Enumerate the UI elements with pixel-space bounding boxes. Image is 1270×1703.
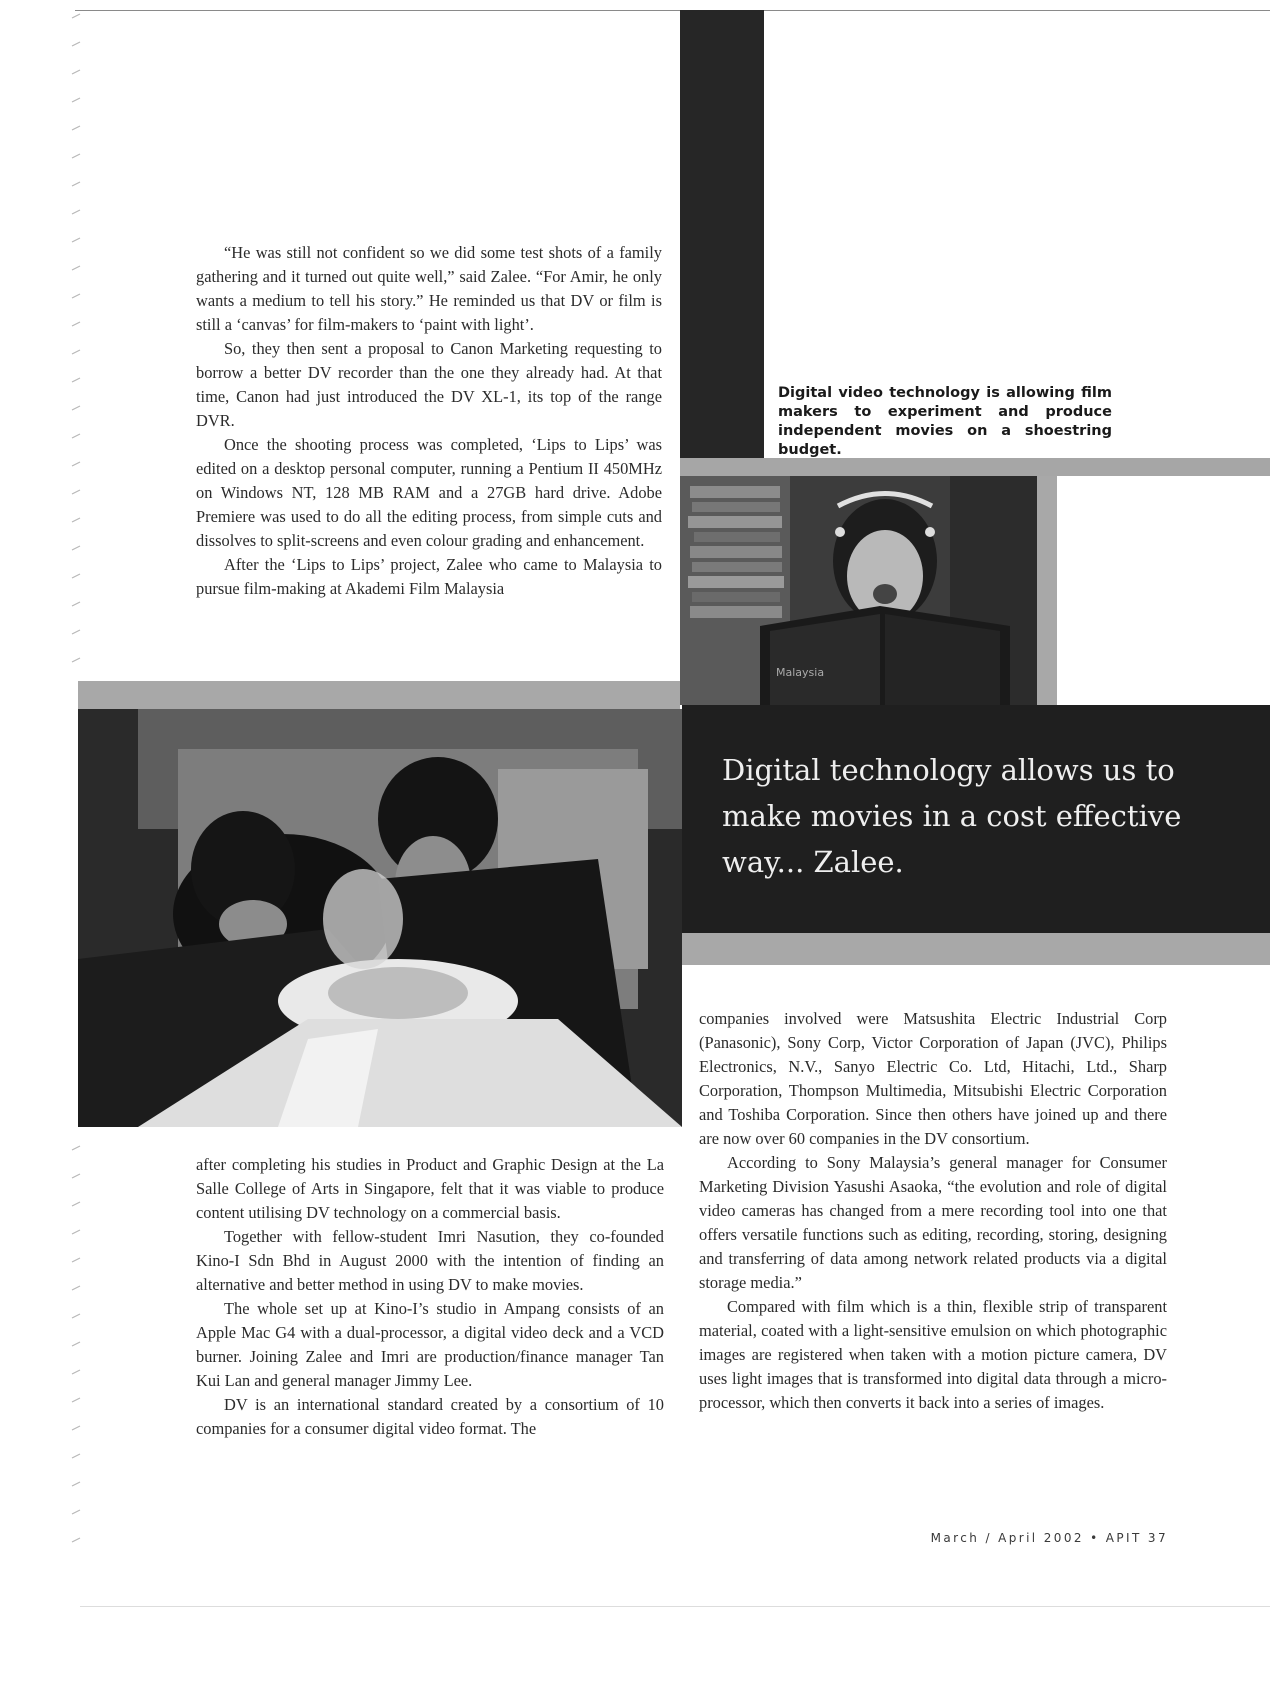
page-footer: March / April 2002 • APIT 37	[930, 1531, 1168, 1545]
gray-band-quote	[682, 933, 1270, 965]
top-rule	[75, 10, 1270, 11]
gray-band-middle	[78, 681, 680, 709]
gray-band-right	[680, 458, 1270, 476]
pull-quote: Digital technology allows us to make movies in a cost effective way... Zalee.	[722, 753, 1182, 879]
paragraph: Once the shooting process was completed, ‘Lips to Lips’ was edited on a desktop personal computer, running a Pentium II 450MHz on Windows NT, 128 MB RAM and a 27GB hard drive. Adobe Premiere was used to do all the editing process, from simple cuts and dissolves to split-screens and even colour grading and enhancement.	[196, 435, 662, 550]
paragraph: Together with fellow-student Imri Nasution, they co-founded Kino-I Sdn Bhd in August 2000 with the intention of finding an alternative and better method in using DV to make movies.	[196, 1227, 664, 1294]
paragraph: Compared with film which is a thin, flexible strip of transparent material, coated with a light-sensitive emulsion on which photographic images are registered when taken with a motion picture camera, DV uses light images that is transformed into digital data through a micro-processor, which then converts it back into a series of images.	[699, 1297, 1167, 1412]
paragraph: companies involved were Matsushita Electric Industrial Corp (Panasonic), Sony Corp, Victor Corporation of Japan (JVC), Philips Electronics, N.V., Sanyo Electric Co. Ltd, Hitachi, Ltd., Sharp Corporation, Thompson Multimedia, Mitsubishi Electric Corporation and Toshiba Corporation. Since then others have joined up and there are now over 60 companies in the DV consortium.	[699, 1009, 1167, 1148]
paragraph: The whole set up at Kino-I’s studio in Ampang consists of an Apple Mac G4 with a dual-processor, a digital video deck and a VCD burner. Joining Zalee and Imri are production/finance manager Tan Kui Lan and general manager Jimmy Lee.	[196, 1299, 664, 1390]
paragraph: According to Sony Malaysia’s general manager for Consumer Marketing Division Yasushi Asaoka, “the evolution and role of digital video cameras has changed from a mere recording tool into one that offers versatile functions such as editing, recording, storing, designing and transferring of data among network related products via a digital storage media.”	[699, 1153, 1167, 1292]
paragraph: So, they then sent a proposal to Canon Marketing requesting to borrow a better DV recorder than the one they already had. At that time, Canon had just introduced the DV XL-1, its top of the range DVR.	[196, 339, 662, 430]
column-1-bottom-text	[196, 1153, 664, 1441]
paragraph: after completing his studies in Product and Graphic Design at the La Salle College of Arts in Singapore, felt that it was viable to produce content utilising DV technology on a commercial basis.	[196, 1155, 664, 1222]
photo-men-sharing-spaghetti	[78, 709, 682, 1127]
dark-vertical-strip	[680, 10, 764, 460]
paragraph: “He was still not confident so we did some test shots of a family gathering and it turned out quite well,” said Zalee. “For Amir, he only wants a medium to tell his story.” He reminded us that DV or film is still a ‘canvas’ for film-makers to ‘paint with light’.	[196, 243, 662, 334]
photo-caption: Digital video technology is allowing film makers to experiment and produce independent movies on a shoestring budget.	[778, 385, 1112, 458]
paragraph: DV is an international standard created by a consortium of 10 companies for a consumer digital video format. The	[196, 1395, 664, 1438]
column-2-text	[699, 1007, 1167, 1415]
photo-girl-reading-book	[680, 476, 1037, 705]
bottom-rule	[80, 1606, 1270, 1607]
paragraph: After the ‘Lips to Lips’ project, Zalee who came to Malaysia to pursue film-making at Akademi Film Malaysia	[196, 555, 662, 598]
gray-strip-right	[1037, 476, 1057, 705]
book-cover-text: Malaysia	[776, 666, 825, 679]
column-1-top-text	[196, 241, 662, 601]
